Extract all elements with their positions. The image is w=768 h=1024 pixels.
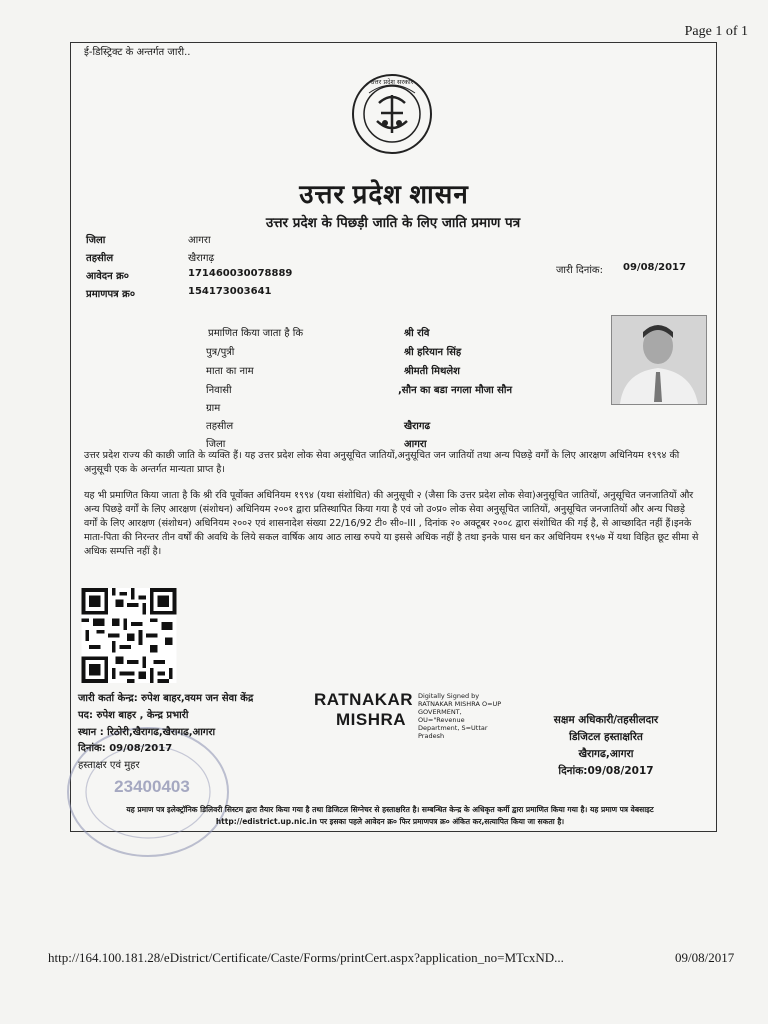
issuer-place: स्थान : रिठोरी,खैरागढ,खैरागढ,आगरा: [78, 727, 216, 738]
authority-digital: डिजिटल हस्ताक्षरित: [569, 731, 643, 743]
tehsil-value: खैरागढ़: [188, 253, 215, 264]
person-photo-icon: [612, 316, 706, 404]
verification-note: यह प्रमाण पत्र इलेक्ट्रॉनिक डिलिवरी सिस्टम द्वारा तैयार किया गया है तथा डिजिटल सिग्नेचर से हस्ताक्षरित है। सम्बन्धित केन्द्र के अधिकृत कर्मी द्वारा प्रमाणित किया गया है। यह प्रमाण पत्र वेबसाइट http://edistrict.up.nic.in पर इसका पहले आवेदन क्र० फिर प्रमाणपत्र क्र० अंकित कर,सत्यापित किया जा सकता है।: [126, 805, 654, 826]
authority-date: दिनांक:09/08/2017: [558, 765, 654, 777]
certificate-no-value: 154173003641: [188, 286, 272, 297]
issuer-date: दिनांक: 09/08/2017: [78, 743, 173, 754]
emblem-text: उत्तर प्रदेश सरकार: [370, 78, 414, 86]
district2-label: जिला: [206, 439, 226, 450]
certificate-title: उत्तर प्रदेश शासन: [299, 180, 469, 209]
district-value: आगरा: [188, 235, 211, 246]
edistrict-label: ई-डिस्ट्रिक्ट के अन्तर्गत जारी..: [84, 47, 191, 58]
name-value: श्री रवि: [404, 328, 430, 339]
print-date: 09/08/2017: [675, 950, 735, 965]
certification-paragraph: यह भी प्रमाणित किया जाता है कि श्री रवि पूर्वोक्त अधिनियम १९९४ (यथा संशोधित) की अनुसूची २ (जैसा कि उत्तर प्रदेश लोक सेवा)अनुसूचित जातियों, अनुसूचित जनजातियों और अन्य पिछड़े वर्गों के लिए आरक्षण (संशोधन) अधिनियम २००१ द्वारा प्रतिस्थापित किया गया है एवं जो उ०प्र० लोक सेवा अनुसूचित जातियों, अनुसूचित जनजातियों और अन्य पिछड़े वर्गों के लिए आरक्षण (संशोधन) अधिनियम २००२ एवं शासनादेश संख्या 22/16/92 टी० सी०-III , दिनांक २० अक्टूबर २००८ द्वारा संशोधित की गई है, से आच्छादित नहीं हैं।इनके माता-पिता की निरन्तर तीन वर्षों की अवधि के लिये सकल वार्षिक आय आठ लाख रुपये या इससे अधिक नहीं है तथा इनके पास धन कर अधिनियम १९५७ में यथा विहित छूट सीमा से अधिक सम्पत्ति नहीं है।: [84, 490, 699, 557]
district2-value: आगरा: [404, 439, 427, 450]
mother-name-value: श्रीमती मिथलेश: [404, 366, 460, 377]
certificate-subtitle: उत्तर प्रदेश के पिछड़ी जाति के लिए जाति प्रमाण पत्र: [265, 215, 521, 231]
digital-signer-name: RATNAKAR MISHRA: [314, 690, 414, 729]
application-no-value: 171460030078889: [188, 268, 293, 279]
tehsil2-value: खैरागढ: [404, 421, 431, 432]
applicant-photo: [611, 315, 707, 405]
issue-date-value: 09/08/2017: [623, 262, 686, 273]
son-daughter-label: पुत्र/पुत्री: [206, 347, 235, 358]
district-label: जिला: [86, 235, 106, 246]
authority-title: सक्षम अधिकारी/तहसीलदार: [553, 714, 659, 726]
issue-date-label: जारी दिनांक:: [556, 265, 603, 276]
issuer-post: पद: रुपेश बाहर , केन्द्र प्रभारी: [78, 710, 189, 721]
qr-code-icon: [80, 588, 178, 683]
print-url: http://164.100.181.28/eDistrict/Certificate/Caste/Forms/printCert.aspx?application_no=MTcxND...: [48, 950, 564, 965]
tehsil2-label: तहसील: [206, 421, 234, 432]
stamp-number: 23400403: [114, 777, 190, 796]
resident-label: निवासी: [206, 385, 232, 396]
digital-signature-note: Digitally Signed by RATNAKAR MISHRA O=UP GOVERMENT, OU="Revenue Department, S=Uttar Pradesh: [418, 692, 502, 740]
resident-value: ,सौन का बडा नगला मौजा सौन: [398, 385, 513, 396]
certified-label: प्रमाणित किया जाता है कि: [208, 328, 304, 339]
up-emblem-icon: [351, 73, 433, 155]
certificate-no-label: प्रमाणपत्र क्र०: [86, 289, 136, 300]
issuing-center: जारी कर्ता केन्द्र: रुपेश बाहर,वयम जन सेवा केंद्र: [78, 693, 254, 704]
application-no-label: आवेदन क्र०: [86, 271, 130, 282]
caste-paragraph: उत्तर प्रदेश राज्य की काछी जाति के व्यक्ति हैं। यह उत्तर प्रदेश लोक सेवा अनुसूचित जातियों,अनुसूचित जन जातियों तथा अन्य पिछड़े वर्गों के लिए आरक्षण अधिनियम १९९४ की अनुसूची एक के अन्तर्गत मान्यता प्राप्त है।: [84, 450, 680, 475]
page-number: Page 1 of 1: [684, 24, 748, 39]
village-label: ग्राम: [206, 403, 221, 414]
father-name-value: श्री हरियान सिंह: [404, 347, 462, 358]
authority-place: खैरागढ,आगरा: [578, 748, 634, 760]
mother-name-label: माता का नाम: [206, 366, 254, 377]
signature-seal-label: हस्ताक्षर एवं मुहर: [78, 760, 140, 771]
tehsil-label: तहसील: [86, 253, 114, 264]
